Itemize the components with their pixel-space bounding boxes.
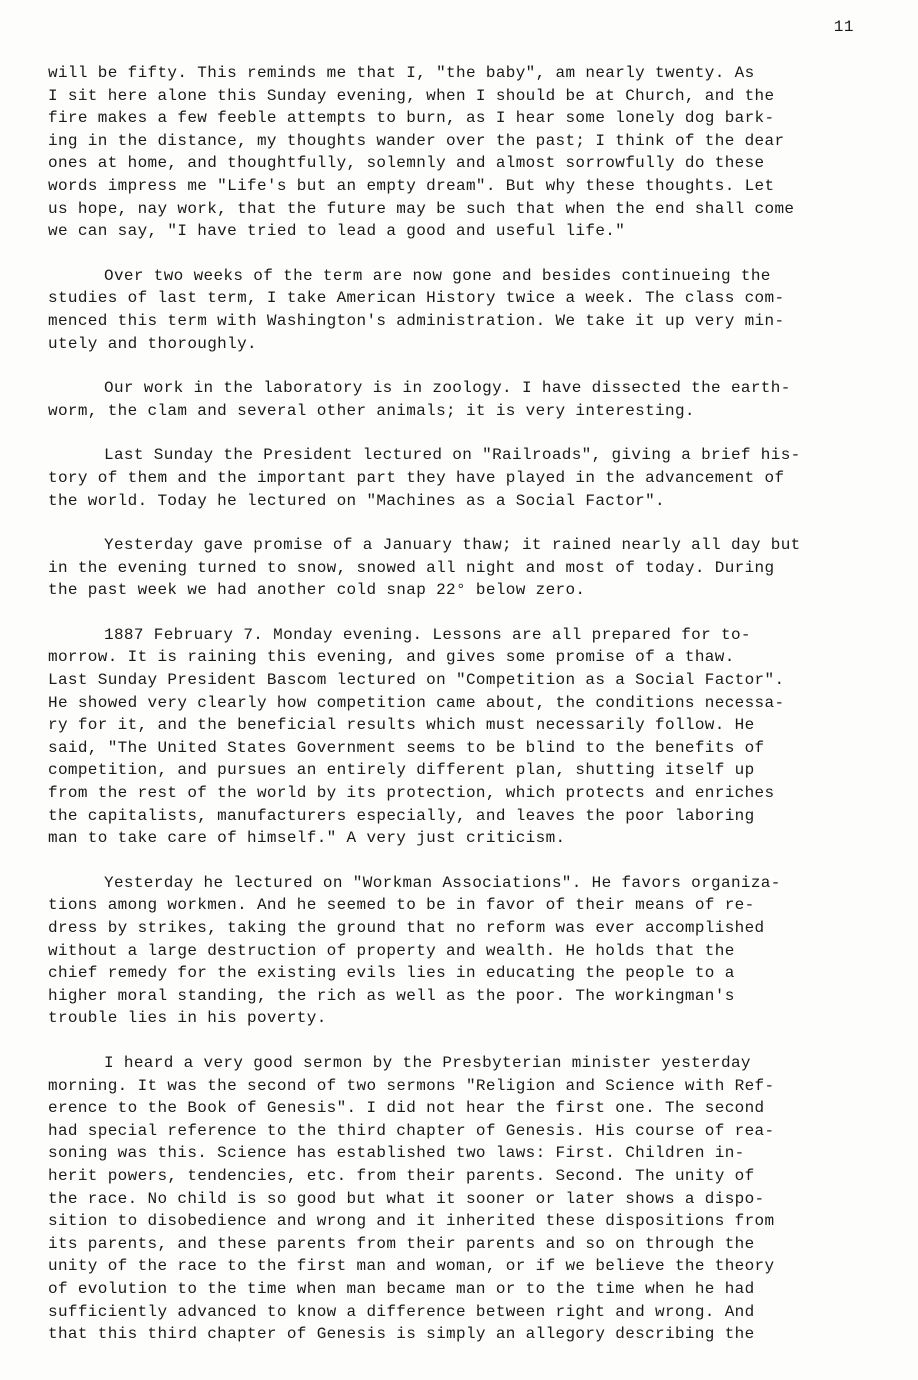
text-line: had special reference to the third chapter of Genesis. His course of rea-: [48, 1121, 775, 1140]
text-line: words impress me "Life's but an empty dream". But why these thoughts. Let: [48, 176, 775, 195]
text-line: said, "The United States Government seems to be blind to the benefits of: [48, 738, 765, 757]
text-line: its parents, and these parents from their parents and so on through the: [48, 1234, 755, 1253]
text-line: without a large destruction of property and wealth. He holds that the: [48, 941, 735, 960]
paragraph: [48, 872, 874, 1030]
text-line: we can say, "I have tried to lead a good and useful life.": [48, 222, 626, 241]
text-line: Last Sunday the President lectured on "Railroads", giving a brief his-: [104, 446, 801, 465]
text-line: sufficiently advanced to know a difference between right and wrong. And: [48, 1302, 755, 1321]
text-line: from the rest of the world by its protection, which protects and enriches: [48, 784, 775, 803]
document-body: [48, 62, 874, 1368]
text-line: the world. Today he lectured on "Machines as a Social Factor".: [48, 491, 665, 510]
text-line: trouble lies in his poverty.: [48, 1009, 327, 1028]
text-line: menced this term with Washington's administration. We take it up very min-: [48, 311, 785, 330]
text-line: ry for it, and the beneficial results which must necessarily follow. He: [48, 716, 755, 735]
text-line: Yesterday gave promise of a January thaw; it rained nearly all day but: [104, 536, 801, 555]
text-line: erence to the Book of Genesis". I did not hear the first one. The second: [48, 1099, 765, 1118]
text-line: the capitalists, manufacturers especially, and leaves the poor laboring: [48, 806, 755, 825]
text-line: the race. No child is so good but what it sooner or later shows a dispo-: [48, 1189, 765, 1208]
text-line: Our work in the laboratory is in zoology. I have dissected the earth-: [104, 379, 791, 398]
text-line: fire makes a few feeble attempts to burn, as I hear some lonely dog bark-: [48, 109, 775, 128]
text-line: of evolution to the time when man became man or to the time when he had: [48, 1279, 755, 1298]
text-line: us hope, nay work, that the future may be such that when the end shall come: [48, 199, 795, 218]
text-line: ones at home, and thoughtfully, solemnly and almost sorrowfully do these: [48, 154, 765, 173]
paragraph: [48, 534, 874, 602]
text-line: sition to disobedience and wrong and it inherited these dispositions from: [48, 1212, 775, 1231]
text-line: will be fifty. This reminds me that I, "the baby", am nearly twenty. As: [48, 64, 755, 82]
text-line: I heard a very good sermon by the Presbyterian minister yesterday: [104, 1053, 751, 1072]
paragraph: [48, 62, 874, 243]
text-line: chief remedy for the existing evils lies in educating the people to a: [48, 964, 735, 983]
text-line: tions among workmen. And he seemed to be in favor of their means of re-: [48, 896, 755, 915]
text-line: worm, the clam and several other animals; it is very interesting.: [48, 401, 695, 420]
text-line: Yesterday he lectured on "Workman Associations". He favors organiza-: [104, 873, 781, 892]
text-line: the past week we had another cold snap 22° below zero.: [48, 581, 586, 600]
page-number: 11: [833, 18, 854, 36]
text-line: man to take care of himself." A very just criticism.: [48, 829, 566, 848]
paragraph: [48, 624, 874, 850]
text-line: utely and thoroughly.: [48, 334, 257, 353]
text-line: unity of the race to the first man and woman, or if we believe the theory: [48, 1257, 775, 1276]
text-line: Over two weeks of the term are now gone and besides continueing the: [104, 266, 771, 285]
text-line: He showed very clearly how competition came about, the conditions necessa-: [48, 693, 785, 712]
text-line: studies of last term, I take American History twice a week. The class com-: [48, 289, 785, 308]
text-line: ing in the distance, my thoughts wander over the past; I think of the dear: [48, 131, 785, 150]
text-line: herit powers, tendencies, etc. from their parents. Second. The unity of: [48, 1166, 755, 1185]
text-line: morrow. It is raining this evening, and gives some promise of a thaw.: [48, 648, 735, 667]
text-line: I sit here alone this Sunday evening, when I should be at Church, and the: [48, 86, 775, 105]
text-line: morning. It was the second of two sermons "Religion and Science with Ref-: [48, 1076, 775, 1095]
text-line: dress by strikes, taking the ground that no reform was ever accomplished: [48, 919, 765, 937]
text-line: higher moral standing, the rich as well as the poor. The workingman's: [48, 986, 735, 1005]
text-line: Last Sunday President Bascom lectured on "Competition as a Social Factor".: [48, 671, 785, 690]
paragraph: [48, 377, 874, 422]
text-line: that this third chapter of Genesis is simply an allegory describing the: [48, 1325, 755, 1344]
paragraph: [48, 1052, 874, 1346]
text-line: competition, and pursues an entirely different plan, shutting itself up: [48, 761, 755, 780]
text-line: tory of them and the important part they have played in the advancement of: [48, 468, 785, 487]
text-line: in the evening turned to snow, snowed all night and most of today. During: [48, 558, 775, 577]
paragraph: [48, 444, 874, 512]
paragraph: [48, 265, 874, 355]
text-line: 1887 February 7. Monday evening. Lessons are all prepared for to-: [104, 625, 751, 644]
text-line: soning was this. Science has established two laws: First. Children in-: [48, 1144, 745, 1163]
